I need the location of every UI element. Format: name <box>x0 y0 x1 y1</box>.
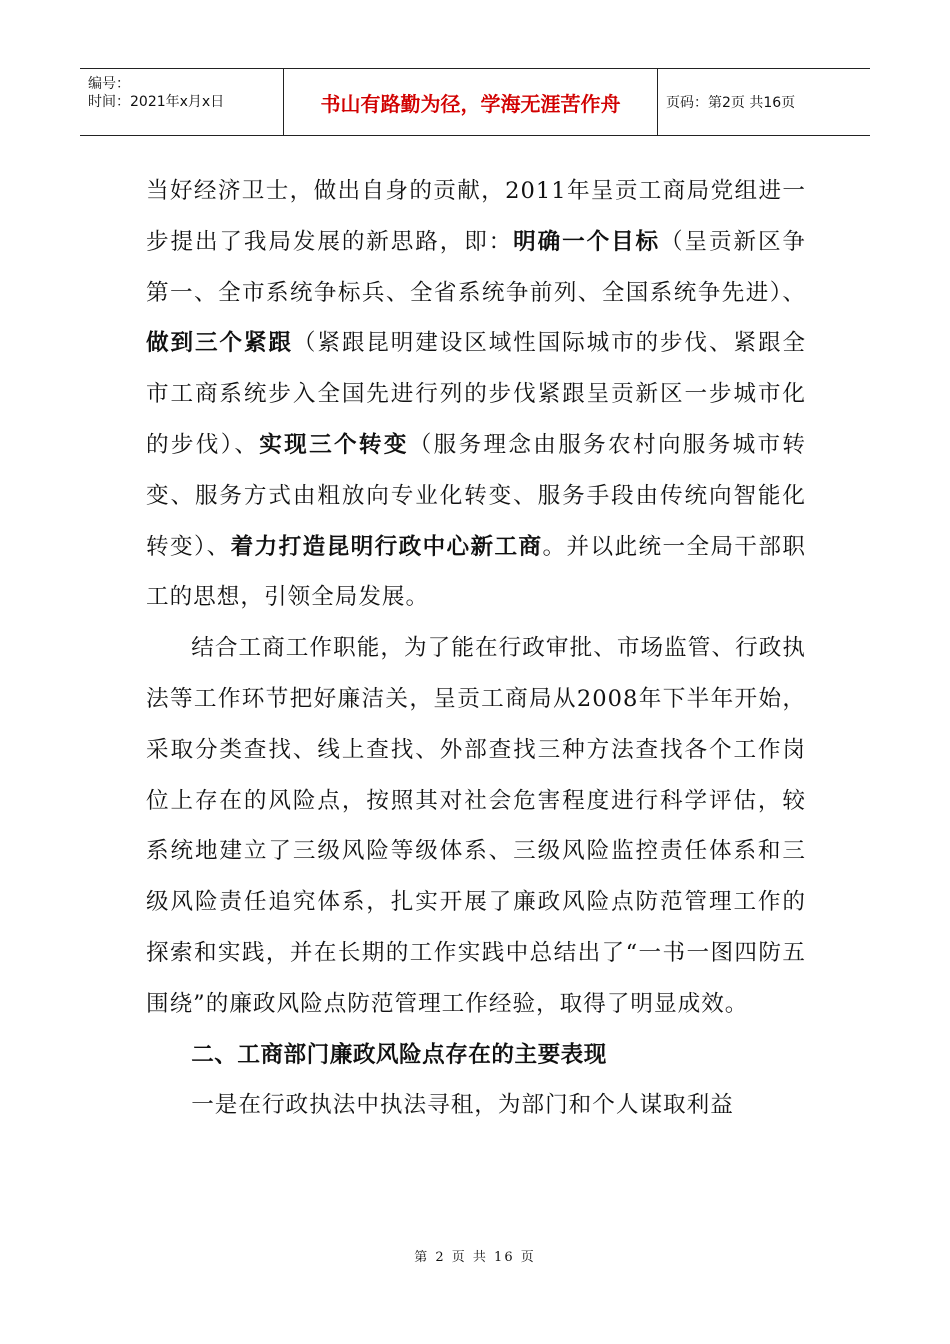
page-header <box>80 68 870 136</box>
time-label: 时间：2021年x月x日 <box>88 94 225 110</box>
paragraph-1-text-c: （呈贡新区争第一、全市系统争标兵、全省系统争前列、全国系统争先进）、 <box>146 228 807 306</box>
bold-phrase-4: 着力打造昆明行政中心新工商 <box>230 533 543 560</box>
paragraph-1-text-d: （紧跟昆明建设区域性国际城市的步伐、紧跟全市工商系统步入全国先进行列的步伐紧跟呈贡新区一步城市化的步伐）、 <box>146 330 807 458</box>
document-body <box>146 166 806 1131</box>
header-motto: 书山有路勤为径，学海无涯苦作舟 <box>284 69 658 135</box>
bold-phrase-1: 明确一个目标 <box>513 228 661 255</box>
bold-phrase-3: 实现三个转变 <box>259 431 409 458</box>
paragraph-1-text-f: 。并以此统一全局干部职工的思想，引领全局发展。 <box>146 533 806 611</box>
paragraph-2: 结合工商工作职能，为了能在行政审批、市场监管、行政执法等工作环节把好廉洁关，呈贡工商局从2008年下半年开始，采取分类查找、线上查找、外部查找三种方法查找各个工作岗位上存在的风险点，按照其对社会危害程度进行科学评估，较系统地建立了三级风险等级体系、三级风险监控责任体系和三级风险责任追究体系，扎实开展了廉政风险点防范管理工作的探索和实践，并在长期的工作实践中总结出了“一书一图四防五围绕”的廉政风险点防范管理工作经验，取得了明显成效。 <box>146 635 806 1017</box>
header-meta <box>80 69 284 135</box>
paragraph-1-text-e: （服务理念由服务农村向服务城市转变、服务方式由粗放向专业化转变、服务手段由传统向智能化转变）、 <box>146 431 807 560</box>
paragraph-3: 一是在行政执法中执法寻租，为部门和个人谋取利益 <box>191 1092 734 1119</box>
page-footer: 第 2 页 共 16 页 <box>414 1250 536 1265</box>
paragraph-1-text-a: 当好经济卫士，做出自身的贡献，2011年呈贡工商局党组进一步提出了我局发展的新思路，即： <box>146 178 806 255</box>
code-label: 编号： <box>88 76 130 92</box>
header-page-info: 页码：第2页 共16页 <box>666 95 796 111</box>
paragraph-1 <box>146 166 806 623</box>
bold-phrase-2: 做到三个紧跟 <box>146 330 293 357</box>
section-heading: 二、工商部门廉政风险点存在的主要表现 <box>191 1041 607 1068</box>
